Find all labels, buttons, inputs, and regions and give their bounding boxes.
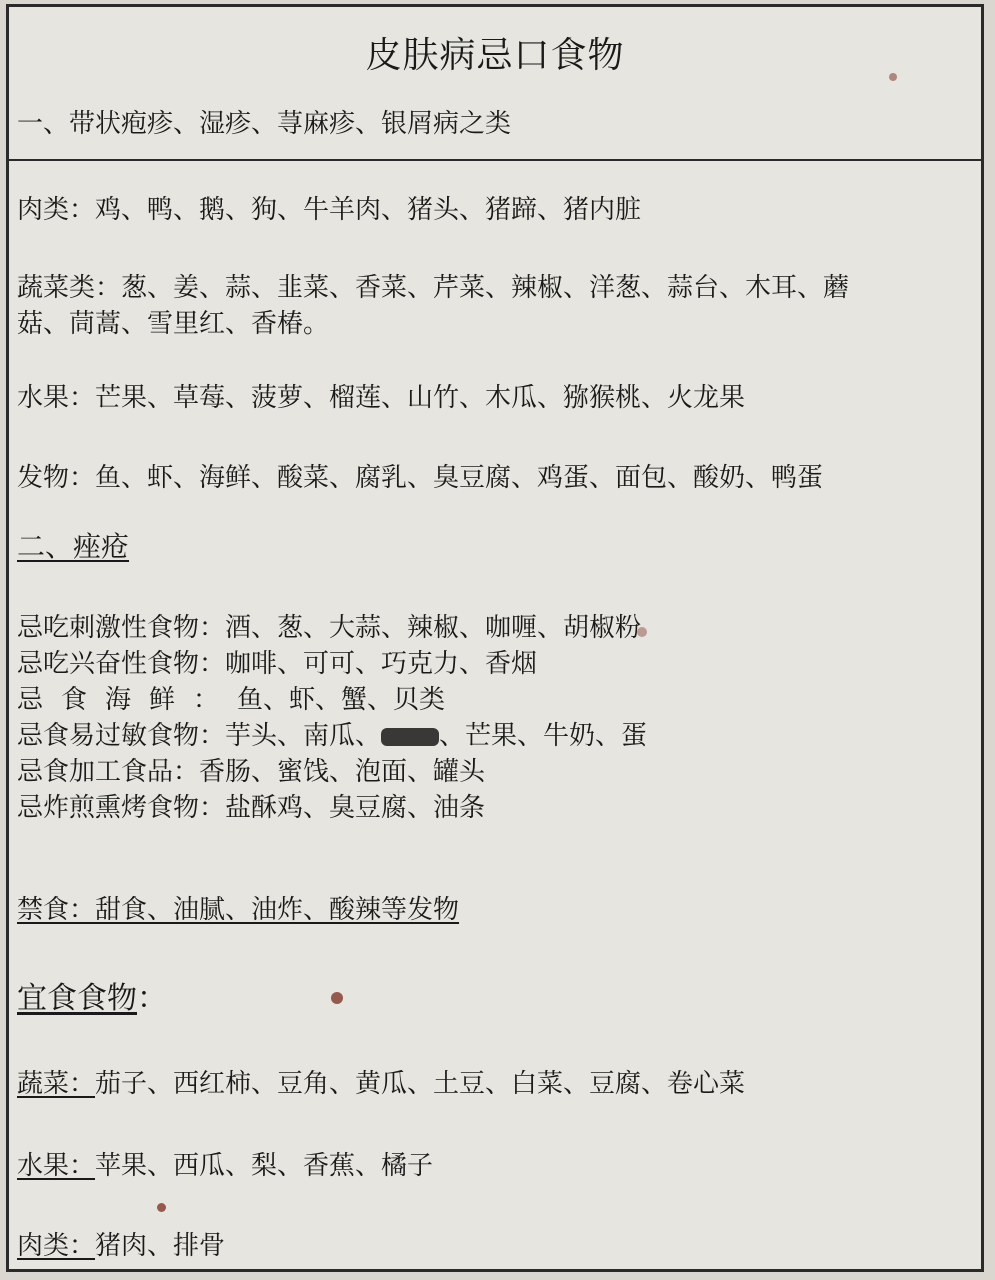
row-text: 葱、姜、蒜、韭菜、香菜、芹菜、辣椒、洋葱、蒜台、木耳、蘑 [121,273,850,303]
section3-heading-line [17,973,167,1017]
document-sheet [6,4,984,1272]
row-fried [17,787,485,824]
row-label: 忌吃刺激性食物： [17,613,226,643]
row-vegetables-cont: 菇、茼蒿、雪里红、香椿。 [17,309,330,339]
row-good-meat [17,1225,225,1262]
row-good-vegetables [17,1063,745,1100]
row-text: 鸡、鸭、鹅、狗、牛羊肉、猪头、猪蹄、猪内脏 [95,195,642,225]
row-fawu [17,457,823,494]
stain-mark [157,1203,166,1212]
row-ban [17,889,459,926]
ink-blot [381,728,439,746]
row-text: 芋头、南瓜、 [225,721,382,751]
page-title: 皮肤病忌口食物 [365,35,625,76]
title-box [9,7,981,161]
row-label: 禁食： [17,895,96,925]
row-label: 水果： [17,383,96,413]
row-text: 鱼、虾、蟹、贝类 [237,685,446,715]
row-text: 茄子、西红柿、豆角、黄瓜、土豆、白菜、豆腐、卷心菜 [95,1069,746,1099]
row-stimulant [17,607,641,644]
row-label: 忌炸煎熏烤食物： [17,793,226,823]
row-text: 甜食、油腻、油炸、酸辣等发物 [95,895,460,925]
row-text: 盐酥鸡、臭豆腐、油条 [225,793,486,823]
row-meat [17,189,641,226]
row-text-2: 、芒果、牛奶、蛋 [439,721,648,751]
section3-heading: 宜食食物 [17,981,137,1016]
row-label: 水果： [17,1151,96,1181]
row-vegetables [17,267,849,304]
row-text: 咖啡、可可、巧克力、香烟 [225,649,538,679]
row-text: 香肠、蜜饯、泡面、罐头 [199,757,486,787]
row-processed [17,751,485,788]
stain-mark [889,73,897,81]
row-text: 鱼、虾、海鲜、酸菜、腐乳、臭豆腐、鸡蛋、面包、酸奶、鸭蛋 [95,463,824,493]
row-text: 酒、葱、大蒜、辣椒、咖喱、胡椒粉 [225,613,642,643]
section1-heading: 一、带状疱疹、湿疹、荨麻疹、银屑病之类 [17,109,512,139]
stain-mark [637,627,647,637]
row-text: 猪肉、排骨 [95,1231,226,1261]
row-label: 忌食加工食品： [17,757,200,787]
row-label: 忌食海鲜： [17,685,238,715]
row-excitant [17,643,537,680]
row-label: 肉类： [17,195,96,225]
row-allergen [17,715,647,752]
row-label: 肉类： [17,1231,96,1261]
row-label: 发物： [17,463,96,493]
row-label: 忌食易过敏食物： [17,721,226,751]
section2-heading: 二、痤疮 [17,530,130,563]
row-fruit [17,377,745,414]
row-label: 蔬菜类： [17,273,122,303]
row-label: 蔬菜： [17,1069,96,1099]
stain-mark [331,992,343,1004]
heading-colon: ： [137,981,167,1016]
row-text: 芒果、草莓、菠萝、榴莲、山竹、木瓜、猕猴桃、火龙果 [95,383,746,413]
row-text: 苹果、西瓜、梨、香蕉、橘子 [95,1151,434,1181]
row-seafood [17,679,445,716]
row-good-fruit [17,1145,433,1182]
row-label: 忌吃兴奋性食物： [17,649,226,679]
